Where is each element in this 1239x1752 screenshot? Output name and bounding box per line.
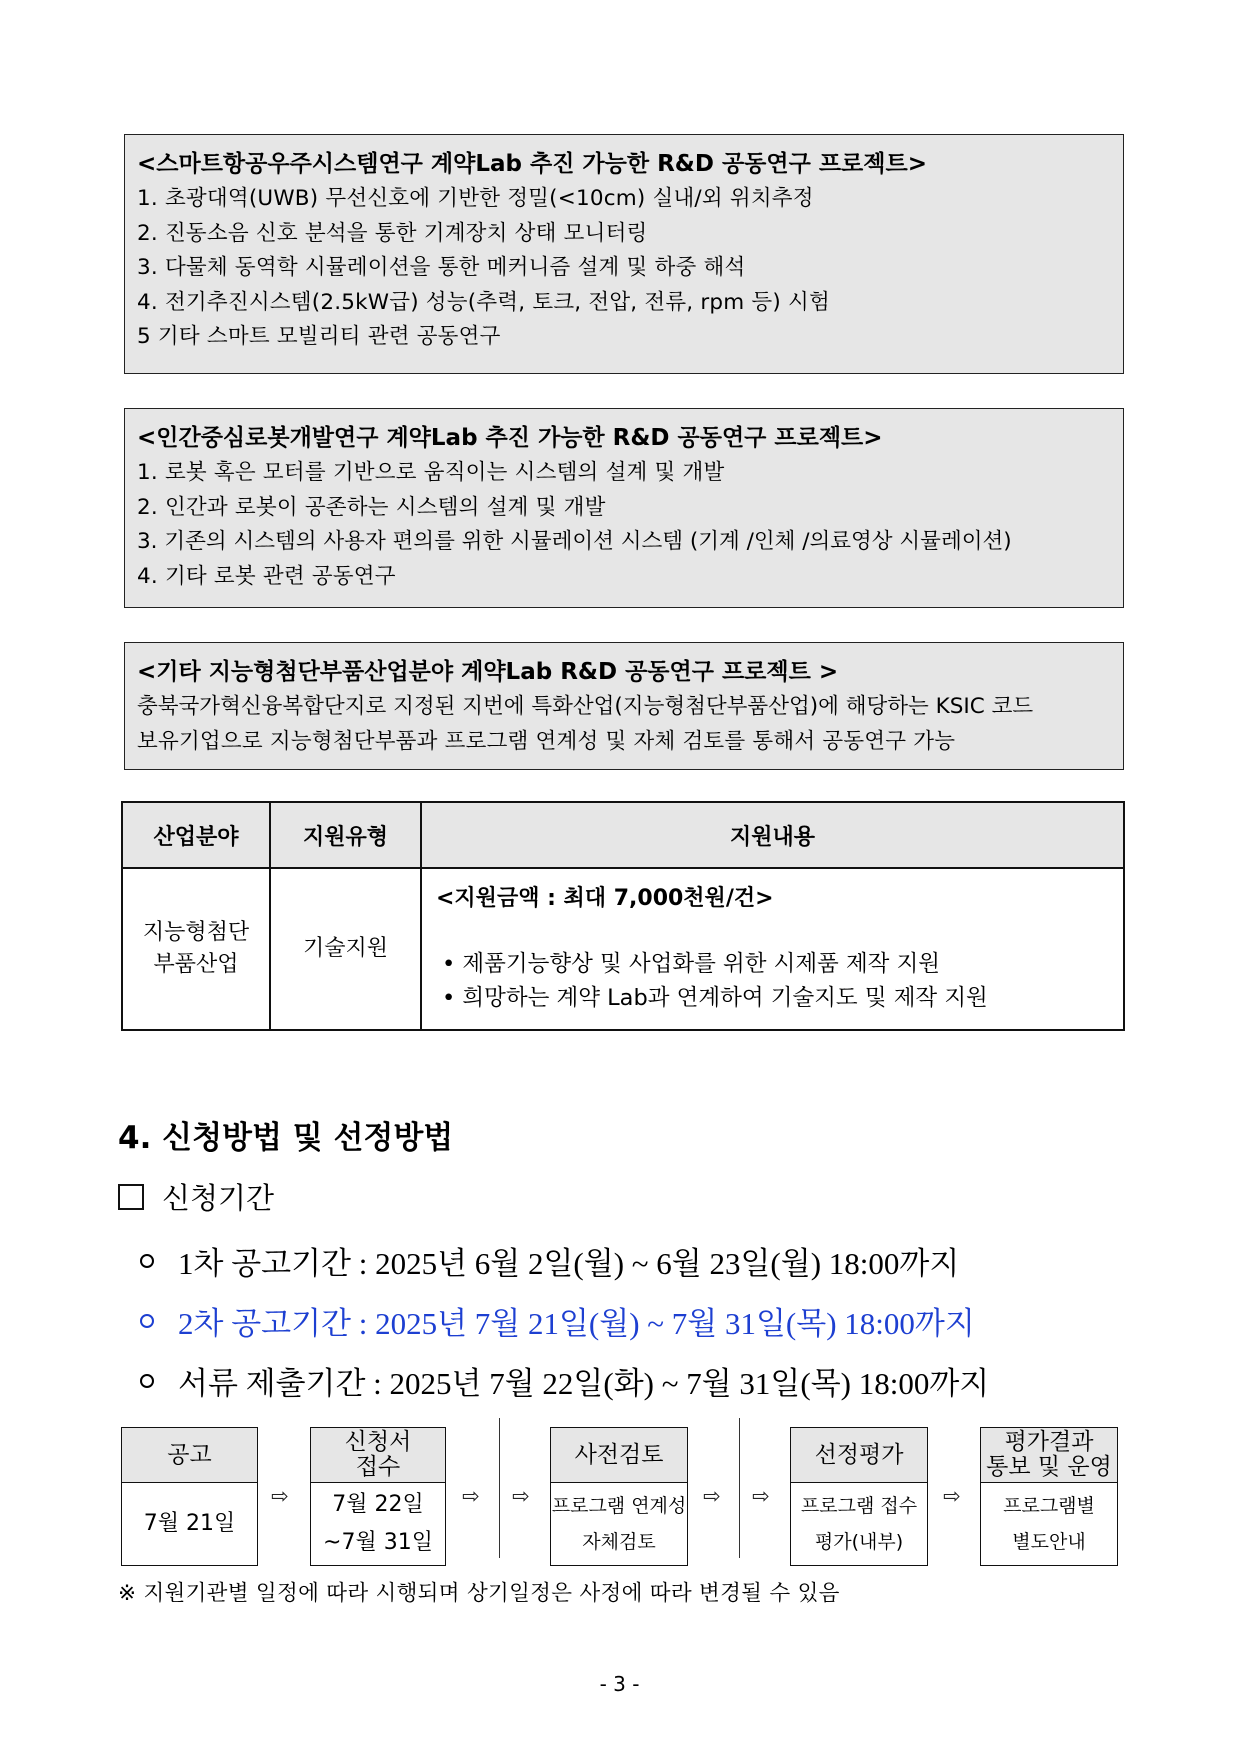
right-arrow-icon: ⇨ bbox=[271, 1484, 289, 1508]
header-industry: 산업분야 bbox=[122, 802, 270, 868]
box-title: <인간중심로봇개발연구 계약Lab 추진 가능한 R&D 공동연구 프로젝트> bbox=[137, 425, 883, 451]
support-bullet: • 제품기능향상 및 사업화를 위한 시제품 제작 지원 bbox=[442, 951, 941, 977]
flow-step-body: 7월 22일 ~7월 31일 bbox=[323, 1492, 433, 1555]
box-text-line: 충북국가혁신융복합단지로 지정된 지번에 특화산업(지능형첨단부품산업)에 해당하는 KSIC 코드 bbox=[137, 694, 1034, 719]
schedule-note: ※ 지원기관별 일정에 따라 시행되며 상기일정은 사정에 따라 변경될 수 있음 bbox=[118, 1581, 840, 1606]
industry-line: 부품산업 bbox=[153, 952, 239, 977]
schedule-item bbox=[140, 1358, 989, 1403]
industry-line: 지능형첨단 bbox=[142, 920, 250, 945]
smart-aerospace-project-box bbox=[124, 134, 1124, 374]
project-item: 3. 기존의 시스템의 사용자 편의를 위한 시뮬레이션 시스템 (기계 /인체 /의료영상 시뮬레이션) bbox=[137, 529, 1012, 554]
section-heading: 4. 신청방법 및 선정방법 bbox=[118, 1120, 454, 1156]
right-arrow-icon: ⇨ bbox=[752, 1484, 770, 1508]
project-item: 4. 전기추진시스템(2.5kW급) 성능(추력, 토크, 전압, 전류, rpm 등) 시험 bbox=[137, 289, 830, 315]
right-arrow-icon: ⇨ bbox=[462, 1484, 480, 1508]
circle-bullet-icon bbox=[140, 1314, 154, 1328]
flow-step-body: 프로그램 접수 평가(내부) bbox=[800, 1495, 918, 1553]
schedule-item bbox=[140, 1238, 959, 1283]
human-robot-project-box bbox=[124, 408, 1124, 608]
flow-step-selection-review bbox=[790, 1427, 928, 1566]
box-title: <스마트항공우주시스템연구 계약Lab 추진 가능한 R&D 공동연구 프로젝트> bbox=[137, 151, 927, 177]
other-industry-project-box bbox=[124, 642, 1124, 770]
flow-divider bbox=[739, 1418, 740, 1558]
table-header-row bbox=[122, 802, 1124, 868]
project-item: 4. 기타 로봇 관련 공동연구 bbox=[137, 563, 396, 589]
project-item: 2. 진동소음 신호 분석을 통한 기계장치 상태 모니터링 bbox=[137, 220, 648, 246]
industry-cell bbox=[122, 868, 270, 1030]
schedule-text: 서류 제출기간 : 2025년 7월 22일(화) ~ 7월 31일(목) 18:00까지 bbox=[178, 1366, 990, 1401]
table-row bbox=[122, 868, 1124, 1030]
schedule-text: 2차 공고기간 : 2025년 7월 21일(월) ~ 7월 31일(목) 18:00까지 bbox=[178, 1306, 975, 1341]
project-item: 1. 초광대역(UWB) 무선신호에 기반한 정밀(<10cm) 실내/외 위치추정 bbox=[137, 186, 814, 211]
circle-bullet-icon bbox=[140, 1254, 154, 1268]
project-item: 1. 로봇 혹은 모터를 기반으로 움직이는 시스템의 설계 및 개발 bbox=[137, 460, 725, 485]
header-support-content: 지원내용 bbox=[421, 802, 1124, 868]
box-title: <기타 지능형첨단부품산업분야 계약Lab R&D 공동연구 프로젝트 > bbox=[137, 659, 839, 685]
flow-step-result-notice bbox=[980, 1427, 1118, 1566]
flow-step-pre-review bbox=[550, 1427, 688, 1566]
flow-step-head: 신청서 접수 bbox=[311, 1428, 445, 1483]
support-content-cell bbox=[421, 868, 1124, 1030]
project-item: 2. 인간과 로봇이 공존하는 시스템의 설계 및 개발 bbox=[137, 494, 606, 520]
support-type-cell: 기술지원 bbox=[270, 868, 421, 1030]
flow-step-body: 프로그램별 별도안내 bbox=[1003, 1495, 1095, 1553]
period-subheading bbox=[118, 1176, 274, 1217]
project-item: 3. 다물체 동역학 시뮬레이션을 통한 메커니즘 설계 및 하중 해석 bbox=[137, 255, 746, 280]
flow-step-head: 평가결과 통보 및 운영 bbox=[981, 1428, 1117, 1483]
support-table bbox=[121, 801, 1125, 1031]
flow-step-head: 선정평가 bbox=[791, 1428, 927, 1483]
project-item: 5 기타 스마트 모빌리티 관련 공동연구 bbox=[137, 324, 501, 349]
flow-step-body: 7월 21일 bbox=[143, 1511, 236, 1536]
box-text-line: 보유기업으로 지능형첨단부품과 프로그램 연계성 및 자체 검토를 통해서 공동연구 가능 bbox=[137, 728, 956, 754]
circle-bullet-icon bbox=[140, 1374, 154, 1388]
flow-step-announcement bbox=[121, 1427, 258, 1566]
support-amount: <지원금액 : 최대 7,000천원/건> bbox=[436, 886, 774, 911]
period-label: 신청기간 bbox=[162, 1181, 275, 1215]
right-arrow-icon: ⇨ bbox=[943, 1484, 961, 1508]
checkbox-square-icon bbox=[118, 1184, 144, 1210]
flow-step-head: 사전검토 bbox=[551, 1428, 687, 1483]
flow-step-body: 프로그램 연계성 자체검토 bbox=[551, 1495, 687, 1553]
flow-divider bbox=[499, 1418, 500, 1558]
page-number: - 3 - bbox=[599, 1672, 640, 1696]
right-arrow-icon: ⇨ bbox=[703, 1484, 721, 1508]
flow-step-head: 공고 bbox=[122, 1428, 257, 1483]
header-support-type: 지원유형 bbox=[270, 802, 421, 868]
flow-step-application bbox=[310, 1427, 446, 1566]
schedule-item-highlighted bbox=[140, 1298, 975, 1343]
schedule-text: 1차 공고기간 : 2025년 6월 2일(월) ~ 6월 23일(월) 18:00까지 bbox=[178, 1246, 960, 1281]
right-arrow-icon: ⇨ bbox=[512, 1484, 530, 1508]
support-bullet: • 희망하는 계약 Lab과 연계하여 기술지도 및 제작 지원 bbox=[442, 985, 988, 1011]
